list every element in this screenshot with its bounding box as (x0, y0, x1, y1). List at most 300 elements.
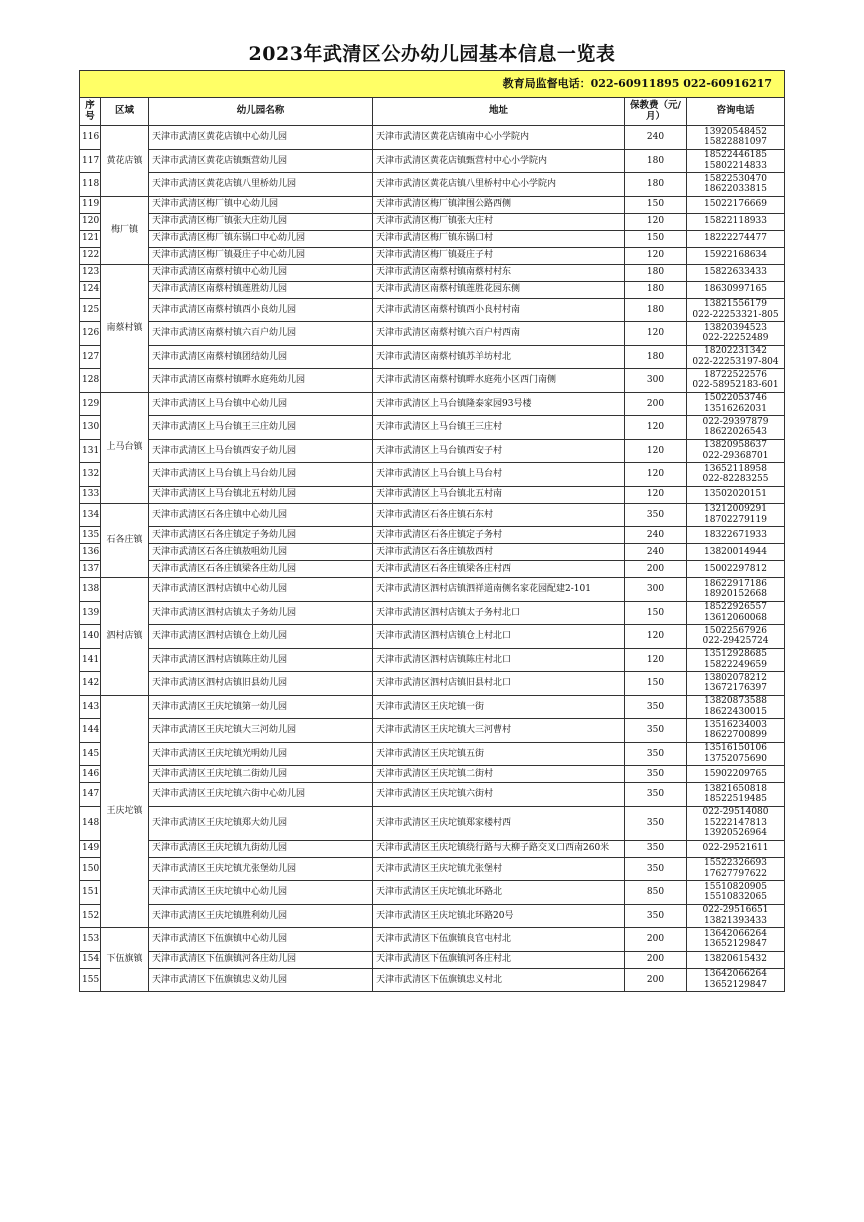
fee: 240 (625, 126, 687, 150)
phone-number: 13920526964 (704, 828, 767, 839)
phone-number: 022-29514080 (702, 807, 769, 818)
row-number: 150 (80, 857, 101, 881)
phone-number: 022-58952183-601 (692, 380, 779, 391)
row-number: 116 (80, 126, 101, 150)
phone-number: 15822118933 (704, 216, 767, 227)
phone-cell (687, 230, 785, 247)
row-number: 141 (80, 648, 101, 672)
fee: 180 (625, 264, 687, 281)
phone-number: 15902209765 (704, 768, 767, 779)
address: 天津市武清区石各庄镇石东村 (373, 503, 625, 527)
phone-cell (687, 951, 785, 968)
phone-number: 18630997165 (704, 284, 767, 295)
address: 天津市武清区下伍旗镇良官屯村北 (373, 928, 625, 952)
row-number: 123 (80, 264, 101, 281)
phone-number: 13820394523 (704, 322, 767, 333)
fee: 120 (625, 247, 687, 264)
row-number: 155 (80, 968, 101, 992)
table-row (80, 840, 785, 857)
phone-number: 15510820905 (704, 881, 767, 892)
phone-number: 13802078212 (704, 672, 767, 683)
kindergarten-name: 天津市武清区泗村店镇太子务幼儿园 (149, 601, 373, 625)
fee: 350 (625, 840, 687, 857)
fee: 350 (625, 503, 687, 527)
phone-number: 15510832065 (704, 892, 767, 903)
table-row (80, 561, 785, 578)
phone-cell (687, 578, 785, 602)
table-row (80, 213, 785, 230)
address: 天津市武清区王庆坨镇五街 (373, 742, 625, 766)
kindergarten-name: 天津市武清区石各庄镇梁各庄幼儿园 (149, 561, 373, 578)
address: 天津市武清区石各庄镇定子务村 (373, 527, 625, 544)
phone-number: 15022176669 (704, 199, 767, 210)
address: 天津市武清区泗村店镇旧县村北口 (373, 672, 625, 696)
table-row (80, 196, 785, 213)
row-number: 134 (80, 503, 101, 527)
fee: 200 (625, 561, 687, 578)
header-no: 序号 (80, 98, 101, 126)
kindergarten-name: 天津市武清区王庆坨镇九街幼儿园 (149, 840, 373, 857)
address: 天津市武清区王庆坨镇尤张堡村 (373, 857, 625, 881)
table-row (80, 806, 785, 840)
table-row (80, 672, 785, 696)
fee: 180 (625, 345, 687, 369)
phone-cell (687, 783, 785, 807)
kindergarten-name: 天津市武清区泗村店镇陈庄幼儿园 (149, 648, 373, 672)
table-row (80, 881, 785, 905)
kindergarten-name: 天津市武清区下伍旗镇河各庄幼儿园 (149, 951, 373, 968)
address: 天津市武清区梅厂镇津围公路西侧 (373, 196, 625, 213)
address: 天津市武清区王庆坨镇北环路北 (373, 881, 625, 905)
kindergarten-name: 天津市武清区南蔡村镇中心幼儿园 (149, 264, 373, 281)
phone-number: 022-29397879 (702, 416, 769, 427)
row-number: 140 (80, 625, 101, 649)
fee: 300 (625, 578, 687, 602)
phone-number: 022-29521611 (702, 843, 769, 854)
phone-number: 13642066264 (704, 969, 767, 980)
phone-number: 13820615432 (704, 954, 767, 965)
phone-cell (687, 503, 785, 527)
phone-number: 18322671933 (704, 529, 767, 540)
phone-cell (687, 416, 785, 440)
kindergarten-name: 天津市武清区石各庄镇中心幼儿园 (149, 503, 373, 527)
kindergarten-name: 天津市武清区王庆坨镇光明幼儿园 (149, 742, 373, 766)
table-row (80, 578, 785, 602)
fee: 150 (625, 601, 687, 625)
phone-cell (687, 298, 785, 322)
table-row (80, 719, 785, 743)
table-row (80, 648, 785, 672)
row-number: 136 (80, 544, 101, 561)
phone-cell (687, 928, 785, 952)
phone-number: 13752075690 (704, 753, 767, 764)
address: 天津市武清区梅厂镇聂庄子村 (373, 247, 625, 264)
phone-number: 15822530470 (704, 173, 767, 184)
table-row (80, 544, 785, 561)
phone-cell (687, 527, 785, 544)
kindergarten-name: 天津市武清区王庆坨镇郑大幼儿园 (149, 806, 373, 840)
fee: 200 (625, 968, 687, 992)
phone-number: 18722522576 (704, 369, 767, 380)
address: 天津市武清区王庆坨镇绕行路与大柳子路交叉口西南260米 (373, 840, 625, 857)
address: 天津市武清区南蔡村镇南蔡村村东 (373, 264, 625, 281)
phone-number: 13652129847 (704, 939, 767, 950)
fee: 350 (625, 904, 687, 928)
row-number: 129 (80, 392, 101, 416)
fee: 120 (625, 213, 687, 230)
hotline-text: 教育局监督电话：022-60911895 022-60916217 (80, 71, 785, 98)
fee: 200 (625, 928, 687, 952)
phone-cell (687, 173, 785, 197)
phone-number: 18920152668 (704, 589, 767, 600)
phone-cell (687, 322, 785, 346)
row-number: 145 (80, 742, 101, 766)
fee: 180 (625, 298, 687, 322)
phone-number: 022-29516651 (702, 905, 769, 916)
phone-cell (687, 561, 785, 578)
address: 天津市武清区黄花店镇南中心小学院内 (373, 126, 625, 150)
row-number: 120 (80, 213, 101, 230)
phone-number: 13820873588 (704, 696, 767, 707)
town-cell: 石各庄镇 (101, 503, 149, 578)
town-cell: 上马台镇 (101, 392, 149, 503)
phone-number: 13502020151 (704, 489, 767, 500)
table-row (80, 247, 785, 264)
kindergarten-name: 天津市武清区南蔡村镇团结幼儿园 (149, 345, 373, 369)
phone-cell (687, 766, 785, 783)
header-fee: 保教费（元/月） (625, 98, 687, 126)
kindergarten-name: 天津市武清区南蔡村镇莲胜幼儿园 (149, 281, 373, 298)
table-row (80, 904, 785, 928)
phone-number: 18622917186 (704, 578, 767, 589)
row-number: 135 (80, 527, 101, 544)
phone-number: 18522926557 (704, 602, 767, 613)
fee: 150 (625, 672, 687, 696)
header-tel: 咨询电话 (687, 98, 785, 126)
phone-number: 022-22253197-804 (692, 356, 779, 367)
address: 天津市武清区下伍旗镇河各庄村北 (373, 951, 625, 968)
row-number: 133 (80, 486, 101, 503)
kindergarten-name: 天津市武清区黄花店镇八里桥幼儿园 (149, 173, 373, 197)
row-number: 138 (80, 578, 101, 602)
phone-cell (687, 463, 785, 487)
phone-number: 13821556179 (704, 299, 767, 310)
phone-number: 13612060068 (704, 612, 767, 623)
address: 天津市武清区上马台镇隆泰家园93号楼 (373, 392, 625, 416)
fee: 180 (625, 281, 687, 298)
row-number: 137 (80, 561, 101, 578)
table-row (80, 503, 785, 527)
address: 天津市武清区下伍旗镇忠义村北 (373, 968, 625, 992)
address: 天津市武清区泗村店镇陈庄村北口 (373, 648, 625, 672)
phone-number: 18702279119 (704, 514, 767, 525)
fee: 150 (625, 230, 687, 247)
phone-cell (687, 213, 785, 230)
fee: 350 (625, 719, 687, 743)
row-number: 149 (80, 840, 101, 857)
town-cell: 下伍旗镇 (101, 928, 149, 992)
phone-cell (687, 196, 785, 213)
phone-number: 18622026543 (704, 427, 767, 438)
row-number: 147 (80, 783, 101, 807)
row-number: 143 (80, 695, 101, 719)
row-number: 127 (80, 345, 101, 369)
phone-number: 15002297812 (704, 563, 767, 574)
address: 天津市武清区南蔡村镇六百户村西南 (373, 322, 625, 346)
row-number: 124 (80, 281, 101, 298)
kindergarten-name: 天津市武清区王庆坨镇六街中心幼儿园 (149, 783, 373, 807)
address: 天津市武清区泗村店镇泗祥道南侧名家花园配建2-101 (373, 578, 625, 602)
phone-cell (687, 247, 785, 264)
table-row (80, 695, 785, 719)
fee: 350 (625, 783, 687, 807)
table-row (80, 281, 785, 298)
kindergarten-name: 天津市武清区上马台镇上马台幼儿园 (149, 463, 373, 487)
address: 天津市武清区王庆坨镇二街村 (373, 766, 625, 783)
fee: 120 (625, 625, 687, 649)
kindergarten-table (79, 70, 785, 992)
phone-number: 13820958637 (704, 440, 767, 451)
table-row (80, 298, 785, 322)
address: 天津市武清区南蔡村镇苏羊坊村北 (373, 345, 625, 369)
kindergarten-name: 天津市武清区上马台镇北五村幼儿园 (149, 486, 373, 503)
table-row (80, 369, 785, 393)
address: 天津市武清区石各庄镇敖西村 (373, 544, 625, 561)
address: 天津市武清区南蔡村镇畔水庭苑小区西门南侧 (373, 369, 625, 393)
address: 天津市武清区泗村店镇太子务村北口 (373, 601, 625, 625)
phone-cell (687, 369, 785, 393)
fee: 120 (625, 322, 687, 346)
kindergarten-name: 天津市武清区王庆坨镇大三河幼儿园 (149, 719, 373, 743)
phone-cell (687, 126, 785, 150)
fee: 120 (625, 648, 687, 672)
table-row (80, 392, 785, 416)
phone-number: 13512928685 (704, 649, 767, 660)
address: 天津市武清区泗村店镇仓上村北口 (373, 625, 625, 649)
document-title: 2023年武清区公办幼儿园基本信息一览表 (248, 43, 616, 65)
fee: 240 (625, 527, 687, 544)
fee: 180 (625, 149, 687, 173)
phone-number: 13516262031 (704, 403, 767, 414)
hotline-row (80, 71, 785, 98)
phone-cell (687, 392, 785, 416)
row-number: 125 (80, 298, 101, 322)
town-cell: 黄花店镇 (101, 126, 149, 197)
fee: 350 (625, 766, 687, 783)
kindergarten-name: 天津市武清区王庆坨镇尤张堡幼儿园 (149, 857, 373, 881)
table-row (80, 463, 785, 487)
phone-number: 18622700899 (704, 730, 767, 741)
kindergarten-name: 天津市武清区南蔡村镇六百户幼儿园 (149, 322, 373, 346)
fee: 200 (625, 392, 687, 416)
phone-cell (687, 439, 785, 463)
phone-number: 18202231342 (704, 346, 767, 357)
phone-number: 13516150106 (704, 743, 767, 754)
phone-cell (687, 719, 785, 743)
phone-number: 022-22252489 (702, 333, 769, 344)
phone-number: 13212009291 (704, 504, 767, 515)
table-row (80, 149, 785, 173)
fee: 350 (625, 857, 687, 881)
phone-cell (687, 672, 785, 696)
phone-number: 13821650818 (704, 783, 767, 794)
phone-cell (687, 904, 785, 928)
phone-number: 15522326693 (704, 858, 767, 869)
table-row (80, 264, 785, 281)
kindergarten-name: 天津市武清区上马台镇中心幼儿园 (149, 392, 373, 416)
kindergarten-name: 天津市武清区泗村店镇中心幼儿园 (149, 578, 373, 602)
phone-number: 15022053746 (704, 393, 767, 404)
row-number: 139 (80, 601, 101, 625)
kindergarten-name: 天津市武清区石各庄镇敖咀幼儿园 (149, 544, 373, 561)
table-row (80, 625, 785, 649)
address: 天津市武清区上马台镇北五村南 (373, 486, 625, 503)
phone-number: 13652118958 (704, 463, 767, 474)
town-cell: 南蔡村镇 (101, 264, 149, 392)
kindergarten-name: 天津市武清区泗村店镇旧县幼儿园 (149, 672, 373, 696)
fee: 200 (625, 951, 687, 968)
address: 天津市武清区黄花店镇甄营村中心小学院内 (373, 149, 625, 173)
fee: 350 (625, 806, 687, 840)
row-number: 132 (80, 463, 101, 487)
table-row (80, 783, 785, 807)
phone-cell (687, 742, 785, 766)
town-cell: 梅厂镇 (101, 196, 149, 264)
table-row (80, 766, 785, 783)
phone-cell (687, 806, 785, 840)
phone-number: 022-22253321-805 (692, 309, 779, 320)
fee: 350 (625, 695, 687, 719)
phone-number: 17627797622 (704, 868, 767, 879)
header-town: 区域 (101, 98, 149, 126)
address: 天津市武清区王庆坨镇大三河曹村 (373, 719, 625, 743)
address: 天津市武清区梅厂镇东锅口村 (373, 230, 625, 247)
phone-number: 18222274477 (704, 233, 767, 244)
fee: 150 (625, 196, 687, 213)
fee: 850 (625, 881, 687, 905)
row-number: 118 (80, 173, 101, 197)
address: 天津市武清区上马台镇上马台村 (373, 463, 625, 487)
phone-number: 15022567926 (704, 625, 767, 636)
table-row (80, 601, 785, 625)
phone-number: 022-29425724 (702, 636, 769, 647)
phone-number: 18622033815 (704, 184, 767, 195)
phone-number: 18522446185 (704, 150, 767, 161)
row-number: 154 (80, 951, 101, 968)
phone-number: 15222147813 (704, 817, 767, 828)
table-row (80, 416, 785, 440)
address: 天津市武清区梅厂镇张大庄村 (373, 213, 625, 230)
phone-cell (687, 857, 785, 881)
fee: 180 (625, 173, 687, 197)
kindergarten-name: 天津市武清区王庆坨镇胜利幼儿园 (149, 904, 373, 928)
phone-number: 18522519485 (704, 794, 767, 805)
fee: 120 (625, 439, 687, 463)
phone-number: 13516234003 (704, 719, 767, 730)
phone-number: 13821393433 (704, 915, 767, 926)
address: 天津市武清区南蔡村镇西小良村村南 (373, 298, 625, 322)
table-row (80, 486, 785, 503)
kindergarten-name: 天津市武清区王庆坨镇第一幼儿园 (149, 695, 373, 719)
kindergarten-name: 天津市武清区王庆坨镇中心幼儿园 (149, 881, 373, 905)
fee: 300 (625, 369, 687, 393)
row-number: 126 (80, 322, 101, 346)
table-row (80, 345, 785, 369)
phone-cell (687, 264, 785, 281)
phone-cell (687, 544, 785, 561)
fee: 350 (625, 742, 687, 766)
phone-number: 022-29368701 (702, 450, 769, 461)
kindergarten-name: 天津市武清区泗村店镇仓上幼儿园 (149, 625, 373, 649)
kindergarten-name: 天津市武清区南蔡村镇畔水庭苑幼儿园 (149, 369, 373, 393)
table-row (80, 742, 785, 766)
table-row (80, 173, 785, 197)
phone-cell (687, 281, 785, 298)
phone-number: 13652129847 (704, 979, 767, 990)
table-row (80, 928, 785, 952)
phone-number: 15822881097 (704, 137, 767, 148)
table-row (80, 968, 785, 992)
address: 天津市武清区南蔡村镇莲胜花园东侧 (373, 281, 625, 298)
address: 天津市武清区石各庄镇梁各庄村西 (373, 561, 625, 578)
phone-cell (687, 625, 785, 649)
address: 天津市武清区黄花店镇八里桥村中心小学院内 (373, 173, 625, 197)
kindergarten-name: 天津市武清区上马台镇西安子幼儿园 (149, 439, 373, 463)
row-number: 117 (80, 149, 101, 173)
phone-number: 022-82283255 (702, 474, 769, 485)
kindergarten-name: 天津市武清区梅厂镇中心幼儿园 (149, 196, 373, 213)
phone-number: 13920548452 (704, 126, 767, 137)
kindergarten-name: 天津市武清区梅厂镇张大庄幼儿园 (149, 213, 373, 230)
row-number: 122 (80, 247, 101, 264)
table-row (80, 126, 785, 150)
header-row (80, 98, 785, 126)
fee: 120 (625, 486, 687, 503)
phone-cell (687, 345, 785, 369)
row-number: 152 (80, 904, 101, 928)
header-addr: 地址 (373, 98, 625, 126)
kindergarten-name: 天津市武清区黄花店镇甄营幼儿园 (149, 149, 373, 173)
address: 天津市武清区王庆坨镇一街 (373, 695, 625, 719)
address: 天津市武清区王庆坨镇郑家楼村西 (373, 806, 625, 840)
row-number: 153 (80, 928, 101, 952)
phone-cell (687, 695, 785, 719)
row-number: 151 (80, 881, 101, 905)
town-cell: 泗村店镇 (101, 578, 149, 696)
phone-cell (687, 648, 785, 672)
table-row (80, 951, 785, 968)
row-number: 148 (80, 806, 101, 840)
kindergarten-name: 天津市武清区石各庄镇定子务幼儿园 (149, 527, 373, 544)
kindergarten-name: 天津市武清区下伍旗镇忠义幼儿园 (149, 968, 373, 992)
kindergarten-name: 天津市武清区梅厂镇东锅口中心幼儿园 (149, 230, 373, 247)
phone-number: 18622430015 (704, 706, 767, 717)
address: 天津市武清区王庆坨镇六街村 (373, 783, 625, 807)
phone-number: 15822633433 (704, 267, 767, 278)
phone-number: 15822249659 (704, 659, 767, 670)
kindergarten-name: 天津市武清区梅厂镇聂庄子中心幼儿园 (149, 247, 373, 264)
address: 天津市武清区上马台镇西安子村 (373, 439, 625, 463)
kindergarten-name: 天津市武清区黄花店镇中心幼儿园 (149, 126, 373, 150)
row-number: 131 (80, 439, 101, 463)
address: 天津市武清区上马台镇王三庄村 (373, 416, 625, 440)
phone-cell (687, 968, 785, 992)
fee: 120 (625, 416, 687, 440)
phone-number: 15922168634 (704, 250, 767, 261)
phone-number: 15802214833 (704, 160, 767, 171)
phone-cell (687, 601, 785, 625)
table-row (80, 439, 785, 463)
